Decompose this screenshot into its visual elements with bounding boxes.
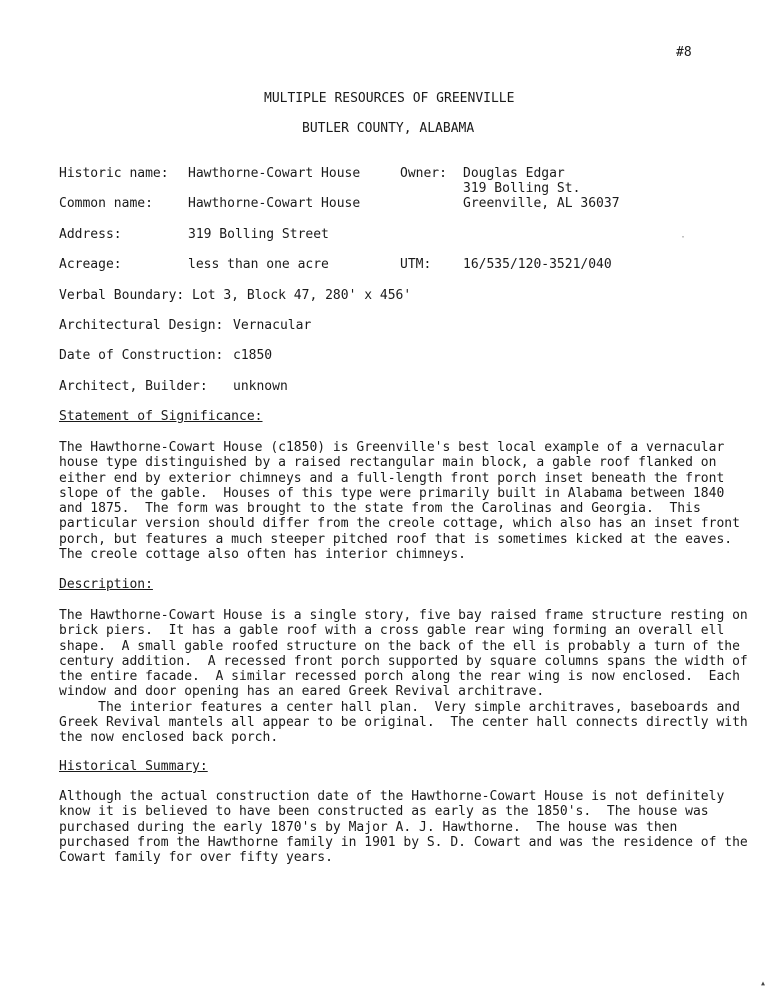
acreage-label: Acreage:: [59, 257, 122, 272]
text-line: the now enclosed back porch.: [59, 730, 279, 746]
text-line: know it is believed to have been constructed as early as the 1850's. The house was: [59, 804, 709, 820]
text-line: porch, but features a much steeper pitched roof that is sometimes kicked at the eaves.: [59, 531, 733, 547]
text-line: particular version should differ from the creole cottage, which also has an inset front: [59, 516, 740, 532]
text-line: purchased during the early 1870's by Major A. J. Hawthorne. The house was then: [59, 819, 678, 835]
history-heading: Historical Summary:: [59, 759, 208, 774]
description-heading: Description:: [59, 577, 153, 592]
description-paragraph: [59, 608, 748, 746]
architect-label: Architect, Builder:: [59, 379, 208, 394]
significance-heading: Statement of Significance:: [59, 409, 263, 424]
date-value: c1850: [233, 348, 273, 363]
page-number: #8: [676, 45, 692, 60]
scan-speck: ·: [680, 232, 687, 243]
arch-design-value: Vernacular: [233, 318, 312, 333]
architect-value: unknown: [233, 379, 288, 394]
text-line: Although the actual construction date of the Hawthorne-Cowart House is not definitely: [59, 789, 725, 804]
text-line: century addition. A recessed front porch supported by square columns spans the width of: [59, 653, 748, 669]
historic-name-value: Hawthorne-Cowart House: [188, 166, 361, 181]
text-line: either end by exterior chimneys and a full-length front porch inset beneath the front: [59, 470, 725, 486]
utm-label: UTM:: [400, 257, 432, 272]
significance-paragraph: [59, 440, 739, 562]
text-line: house type distinguished by a raised rectangular main block, a gable roof flanked on: [59, 455, 717, 471]
text-line: The interior features a center hall plan. Very simple architraves, baseboards and: [59, 699, 740, 715]
historic-name-label: Historic name:: [59, 166, 169, 181]
header-county: BUTLER COUNTY, ALABAMA: [302, 121, 475, 136]
verbal-boundary: Verbal Boundary: Lot 3, Block 47, 280' x 456': [59, 288, 412, 303]
owner-line: 319 Bolling St.: [463, 181, 581, 196]
text-line: Greek Revival mantels all appear to be original. The center hall connects directly with: [59, 715, 748, 731]
text-line: The Hawthorne-Cowart House is a single story, five bay raised frame structure resting on: [59, 608, 748, 623]
acreage-value: less than one acre: [188, 257, 329, 272]
address-value: 319 Bolling Street: [188, 227, 329, 242]
text-line: shape. A small gable roofed structure on the back of the ell is probably a turn of the: [59, 638, 740, 654]
utm-value: 16/535/120-3521/040: [463, 257, 612, 272]
owner-label: Owner:: [400, 166, 447, 181]
text-line: purchased from the Hawthorne family in 1901 by S. D. Cowart and was the residence of the: [59, 834, 748, 850]
text-line: the entire facade. A similar recessed porch along the rear wing is now enclosed. Each: [59, 669, 740, 685]
arch-design-label: Architectural Design:: [59, 318, 224, 333]
owner-line: Greenville, AL 36037: [463, 196, 620, 211]
text-line: slope of the gable. Houses of this type were primarily built in Alabama between 1840: [59, 485, 725, 501]
address-label: Address:: [59, 227, 122, 242]
history-paragraph: [59, 789, 748, 866]
text-line: Cowart family for over fifty years.: [59, 850, 333, 866]
text-line: brick piers. It has a gable roof with a cross gable rear wing forming an overall ell: [59, 623, 725, 639]
text-line: The creole cottage also often has interior chimneys.: [59, 547, 466, 563]
header-title: MULTIPLE RESOURCES OF GREENVILLE: [264, 91, 515, 106]
common-name-label: Common name:: [59, 196, 153, 211]
common-name-value: Hawthorne-Cowart House: [188, 196, 361, 211]
text-line: The Hawthorne-Cowart House (c1850) is Greenville's best local example of a vernacular: [59, 440, 725, 455]
text-line: window and door opening has an eared Greek Revival architrave.: [59, 684, 545, 700]
date-label: Date of Construction:: [59, 348, 224, 363]
owner-line: Douglas Edgar: [463, 166, 565, 181]
scan-speck: ▴: [760, 978, 767, 989]
text-line: and 1875. The form was brought to the state from the Carolinas and Georgia. This: [59, 501, 701, 517]
